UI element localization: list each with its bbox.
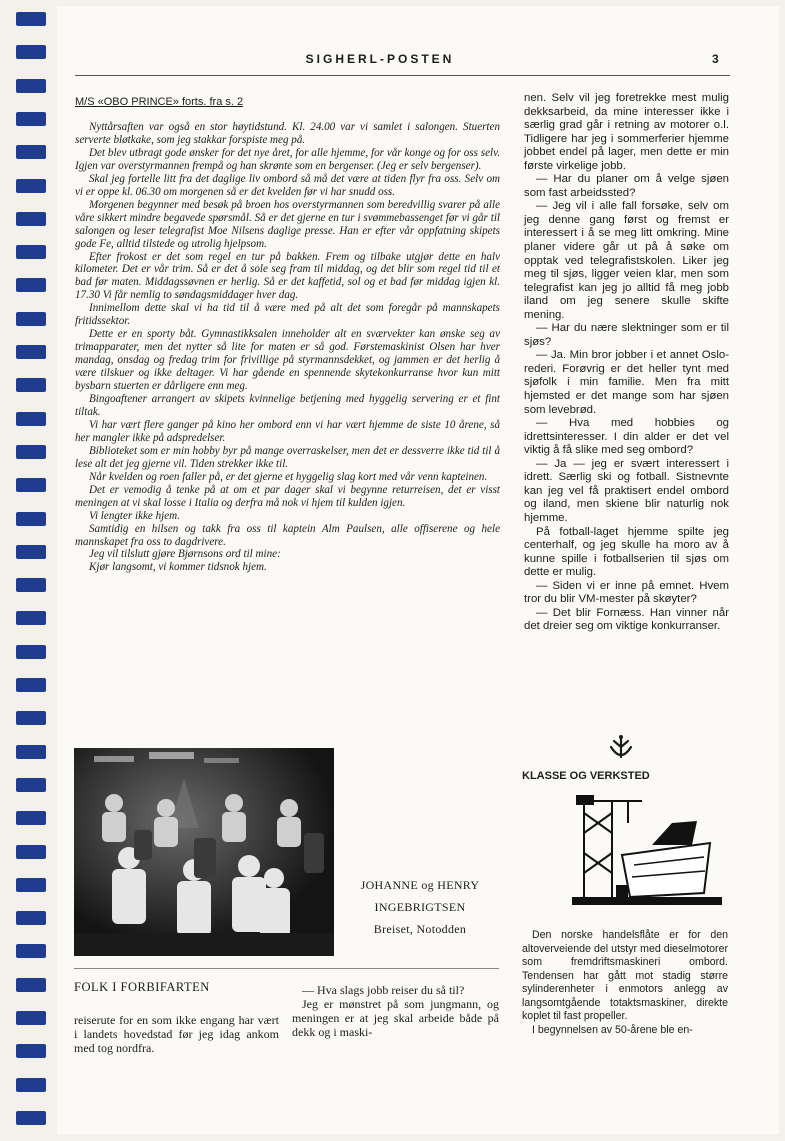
article-paragraph: Nyttårsaften var også en stor høytidstund. Kl. 24.00 var vi samlet i salongen. Stuerten serverte bløtkake, som jeg stakkar forspiste meg på. xyxy=(75,121,500,146)
binding-hole xyxy=(16,778,46,792)
binding-hole xyxy=(16,478,46,492)
page-number: 3 xyxy=(712,52,719,66)
binding-hole xyxy=(16,79,46,93)
article-paragraph: Dette er en sporty båt. Gymnastikksalen inneholder alt en sværvekter kan ønske seg av trimapparater, men det nytter så lite for maten er så god. Førstemaskinist Olsen har hver mandag, onsdag og fredag trim for frivillige på styrmannsdekket, og jammen er det herlig å være tilskuer og ikke deltager. Vi har gående en spennende skytekonkurranse hvor kun mitt bysbarn stuerten er dårligere enn meg. xyxy=(75,328,500,393)
continuation-title: M/S «OBO PRINCE» forts. fra s. 2 xyxy=(75,96,244,108)
binding-hole xyxy=(16,245,46,259)
folk-section-title: FOLK I FORBIFARTEN xyxy=(74,980,210,994)
article-paragraph: Vi lengter ikke hjem. xyxy=(89,509,180,522)
interview-paragraph: — Det blir Fornæss. Han vinner når det dreier seg om viktige konkurranser. xyxy=(524,606,729,633)
binding-hole xyxy=(16,578,46,592)
binding-hole xyxy=(16,445,46,459)
binding-hole xyxy=(16,412,46,426)
binding-hole xyxy=(16,1078,46,1092)
article-paragraph: Vi har vært flere ganger på kino her ombord enn vi har vært hjemme de siste 10 årene, så her mangler ikke på adspredelser. xyxy=(75,418,500,444)
spiral-binding xyxy=(0,0,56,1141)
binding-hole xyxy=(16,711,46,725)
newsletter-title: SIGHERL-POSTEN xyxy=(305,52,455,66)
folk-paragraph: reiserute for en som ikke engang har vært i landets hovedstad før jeg idag ankom med tog nordfra. xyxy=(74,1013,279,1055)
binding-hole xyxy=(16,278,46,292)
interview-paragraph: nen. Selv vil jeg foretrekke mest mulig dekksarbeid, da mine interesser ikke i særlig grad går i retning av motorer o.l. Tidligere har jeg i sommerferier hjemme jobbet endel på lager, men dette er min første virkelige jobb. xyxy=(524,92,729,172)
article-paragraph: Kjør langsomt, vi kommer tidsnok hjem. xyxy=(89,561,267,574)
article-paragraph: Det er vemodig å tenke på at om et par dager skal vi begynne returreisen, det er visst meningen at vi skal losse i Italia og derfra må nok vi hjem til kulden igjen. xyxy=(75,483,500,509)
interview-paragraph: — Har du nære slektninger som er til sjøs? xyxy=(524,322,729,348)
binding-hole xyxy=(16,12,46,26)
binding-hole xyxy=(16,645,46,659)
article-paragraph: Morgenen begynner med besøk på broen hos overstyrmannen som beredvillig svarer på alle våre sikkert mindre begavede spørsmål. Så er det gjerne en tur i svømmebassenget før vi går til salongen og leser telegrafist Moe Nilsens daglige presse. Han er efter vår oppfatning skipets gode Fe, alltid tilstede og utrolig hjelpsom. xyxy=(75,198,500,250)
folk-column-2 xyxy=(292,983,499,1039)
binding-hole xyxy=(16,944,46,958)
article-paragraph: Bingoaftener arrangert av skipets kvinnelige betjening med hyggelig servering er et fint tiltak. xyxy=(75,393,500,418)
binding-hole xyxy=(16,1011,46,1025)
binding-hole xyxy=(16,145,46,159)
binding-hole xyxy=(16,45,46,59)
continuation-heading xyxy=(75,96,243,108)
binding-hole xyxy=(16,312,46,326)
header-rule xyxy=(75,75,730,76)
article-paragraph: Jeg vil tilslutt gjøre Bjørnsons ord til mine: xyxy=(89,548,281,561)
article-paragraph: Biblioteket som er min hobby byr på mange overraskelser, men det er dessverre ikke tid til å lese alt det jeg gjerne vil. Tiden strekker ikke til. xyxy=(75,444,500,470)
binding-hole xyxy=(16,678,46,692)
binding-hole xyxy=(16,978,46,992)
binding-hole xyxy=(16,345,46,359)
interview-paragraph: — Ja — jeg er svært interessert i idrett. Særlig ski og fotball. Sistnevnte kan jeg vel få praktisert endel ombord og iland, men skiene blir naturlig nok hjemme. xyxy=(524,457,729,524)
photo-caption xyxy=(345,874,495,940)
klasse-paragraph: I begynnelsen av 50-årene ble en- xyxy=(532,1023,693,1036)
article-paragraph: Skal jeg fortelle litt fra det daglige liv ombord så må det være at tiden flyr fra oss. Selv om vi er oppe kl. 06.30 om morgenen så er det kvelden før vi har snudd oss. xyxy=(75,172,500,198)
interview-paragraph: På fotball-laget hjemme spilte jeg centerhalf, og jeg skulle ha moro av å kunne spille i fotballserien til sjøs om dette er mulig. xyxy=(524,525,729,579)
article-paragraph: Når kvelden og roen faller på, er det gjerne et hyggelig slag kort med vår venn kapteinen. xyxy=(89,470,488,483)
klasse-article-body xyxy=(522,929,728,1037)
binding-hole xyxy=(16,745,46,759)
binding-hole xyxy=(16,811,46,825)
binding-hole xyxy=(16,545,46,559)
main-article-body xyxy=(75,121,500,574)
folk-column-1 xyxy=(74,1013,279,1055)
group-photo-image xyxy=(74,748,334,956)
binding-hole xyxy=(16,878,46,892)
klasse-paragraph: Den norske handelsflåte er for den altoverveiende del utstyr med dieselmotorer som fremdriftsmaskineri ombord. Tendensen har gått mot stadig større sylinderenheter i enmotors anlegg av langsomtgående totaktsmaskiner, direkte koplet til fast propeller. xyxy=(522,929,728,1022)
binding-hole xyxy=(16,911,46,925)
article-paragraph: Det blev utbragt gode ønsker for det nye året, for alle hjemme, for vår konge og for oss selv. Igjen var overstyrmannen frempå og han skrønte som en bergenser. (Jeg er selv bergenser). xyxy=(75,146,500,172)
binding-hole xyxy=(16,212,46,226)
binding-hole xyxy=(16,179,46,193)
binding-hole xyxy=(16,845,46,859)
folk-rule xyxy=(74,968,499,969)
caption-names: JOHANNE og HENRY xyxy=(360,878,480,892)
binding-hole xyxy=(16,611,46,625)
binding-hole xyxy=(16,512,46,526)
group-photo xyxy=(74,748,334,956)
binding-hole xyxy=(16,1044,46,1058)
klasse-section-title: KLASSE OG VERKSTED xyxy=(522,770,650,782)
anchor-icon xyxy=(606,733,636,768)
ship-dock-illustration xyxy=(572,793,722,910)
caption-place: Breiset, Notodden xyxy=(373,922,467,936)
interview-paragraph: — Jeg vil i alle fall forsøke, selv om jeg denne gang først og fremst er interessert i å se meg litt omkring. Mine planer videre går ut på å søke om opptak ved telegrafistskolen. Liker jeg meg til sjøs, ligger veien klar, men som telegrafist kan jeg jo alltid få meg jobb iland om jeg senere skulle skifte mening. xyxy=(524,200,729,321)
folk-paragraph: Jeg er mønstret på som jungmann, og meningen er at jeg skal arbeide både på dekk og i maski- xyxy=(292,997,499,1039)
interview-paragraph: — Har du planer om å velge sjøen som fast arbeidssted? xyxy=(524,173,729,199)
folk-paragraph: — Hva slags jobb reiser du så til? xyxy=(302,983,465,997)
article-paragraph: Samtidig en hilsen og takk fra oss til kaptein Alm Paulsen, alle offiserene og hele mannskapet fra oss to dagdrivere. xyxy=(75,522,500,548)
interview-paragraph: — Ja. Min bror jobber i et annet Oslo-rederi. Forøvrig er det heller tynt med sjøfolk i min familie. Men fra mitt hjemsted er det mange som har sjøen som levebrød. xyxy=(524,349,729,416)
article-paragraph: Efter frokost er det som regel en tur på bakken. Frem og tilbake utgjør dette en halv kilometer. Det er vår trim. Så er det å sole seg fram til middag, og det blir som regel tid til et bad før maten. Middagssøvnen er herlig. Så er det kaffetid, sol og et bad før middag igjen kl. 17.30 Vi får nemlig to søndagsmiddager hver dag. xyxy=(75,250,500,302)
binding-hole xyxy=(16,378,46,392)
article-paragraph: Innimellom dette skal vi ha tid til å være med på alt det som foregår på mannskapets fritidssektor. xyxy=(75,302,500,328)
caption-surname: INGEBRIGTSEN xyxy=(374,900,466,914)
interview-column xyxy=(524,92,729,634)
interview-paragraph: — Siden vi er inne på emnet. Hvem tror du blir VM-mester på skøyter? xyxy=(524,579,729,606)
interview-paragraph: — Hva med hobbies og idrettsinteresser. I din alder er det vel viktig å få slike med seg ombord? xyxy=(524,417,729,457)
binding-hole xyxy=(16,1111,46,1125)
binding-hole xyxy=(16,112,46,126)
